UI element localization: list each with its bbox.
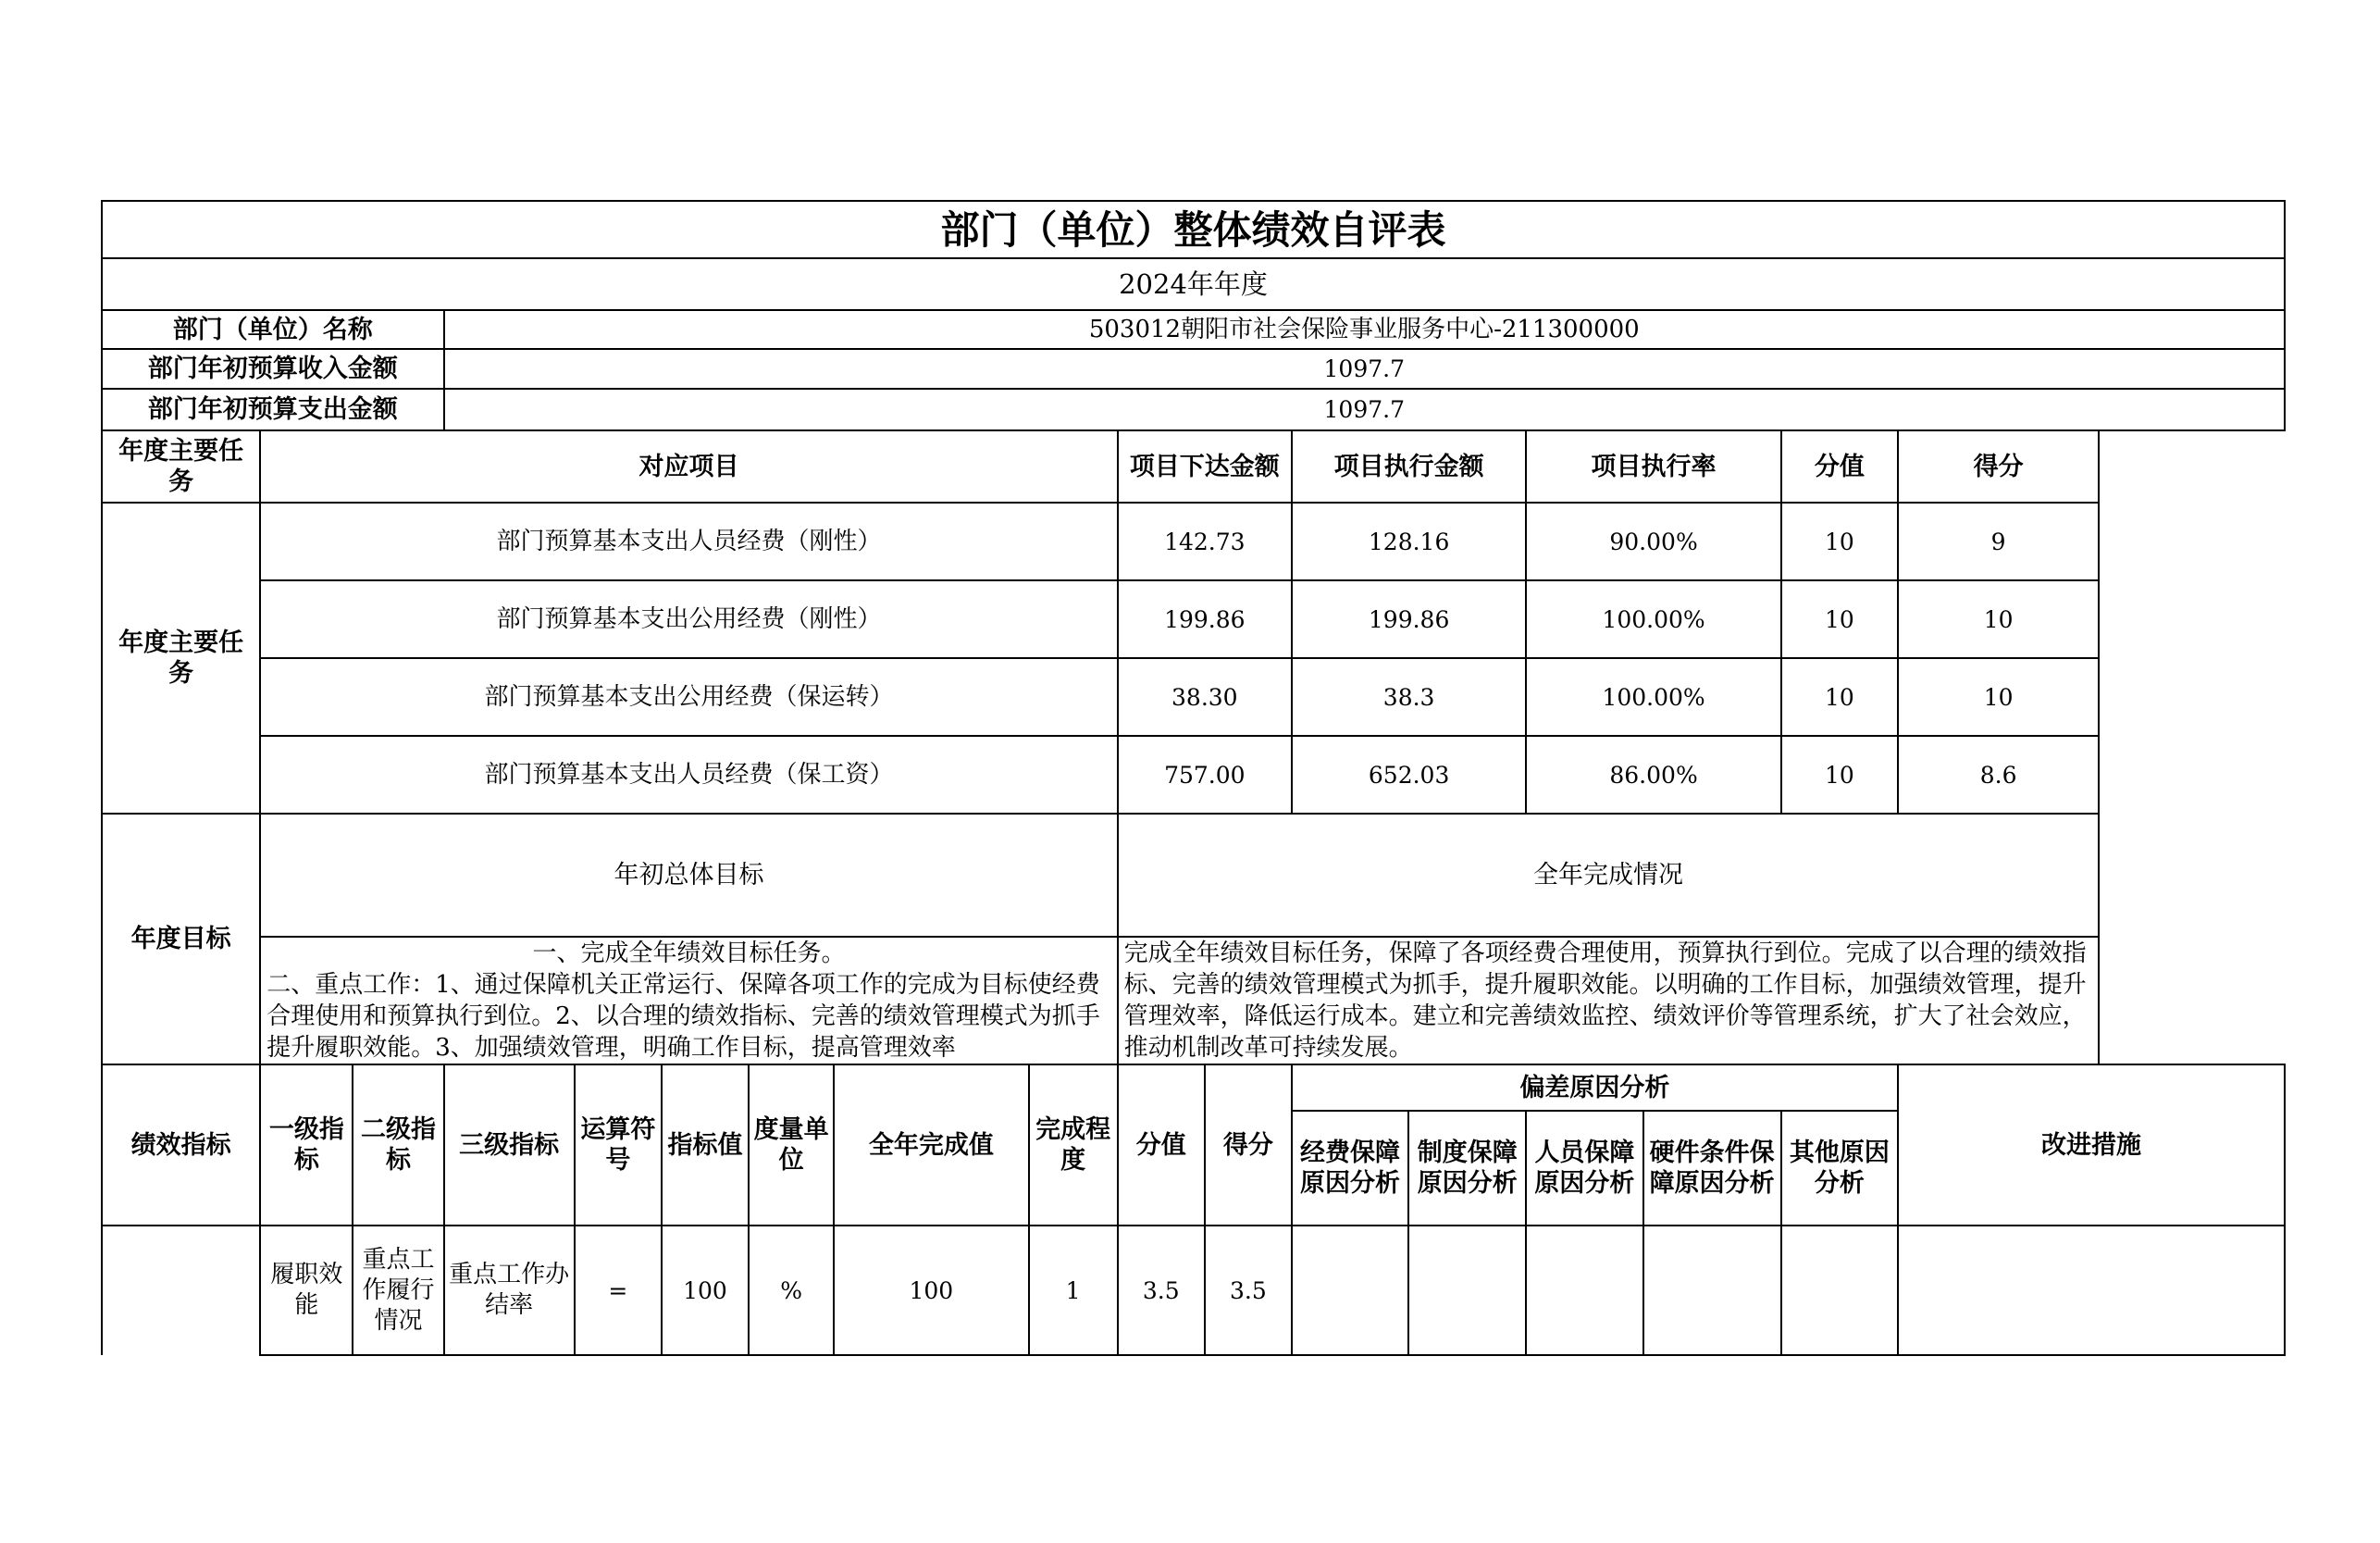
- task-score: 9: [1898, 503, 2099, 580]
- task-rate: 90.00%: [1526, 503, 1780, 580]
- hardware-cell: [1643, 1226, 1781, 1355]
- funding-header: 经费保障原因分析: [1292, 1111, 1408, 1226]
- initial-goal-text: [260, 937, 1117, 1064]
- indicator-operator: =: [575, 1226, 662, 1355]
- year-label: 2024年年度: [102, 258, 2285, 310]
- personnel-header: 人员保障原因分析: [1526, 1111, 1642, 1226]
- task-score-value: 10: [1781, 580, 1898, 658]
- target-header: 指标值: [662, 1064, 749, 1226]
- executed-header: 项目执行金额: [1292, 430, 1526, 503]
- income-value: 1097.7: [444, 349, 2285, 389]
- deviation-header: 偏差原因分析: [1292, 1064, 1898, 1111]
- page-title: 部门（单位）整体绩效自评表: [102, 201, 2285, 258]
- system-cell: [1408, 1226, 1526, 1355]
- level3-header: 三级指标: [444, 1064, 575, 1226]
- other-cell: [1781, 1226, 1898, 1355]
- indicator-level3: 重点工作办结率: [444, 1226, 575, 1355]
- task-rate: 86.00%: [1526, 736, 1780, 814]
- indicator-target: 100: [662, 1226, 749, 1355]
- expense-value: 1097.7: [444, 389, 2285, 430]
- unit-name-label: 部门（单位）名称: [102, 310, 444, 349]
- task-score-value: 10: [1781, 658, 1898, 736]
- indicator-score-header: 得分: [1205, 1064, 1292, 1226]
- task-row: [102, 658, 2285, 736]
- completion-text: 完成全年绩效目标任务，保障了各项经费合理使用，预算执行到位。完成了以合理的绩效指标、完善的绩效管理模式为抓手，提升履职效能。以明确的工作目标，加强绩效管理，提升管理效率，降低运行成本。建立和完善绩效监控、绩效评价等管理系统，扩大了社会效应，推动机制改革可持续发展。: [1118, 937, 2100, 1064]
- task-score: 8.6: [1898, 736, 2099, 814]
- task-score-value: 10: [1781, 503, 1898, 580]
- task-score-value: 10: [1781, 736, 1898, 814]
- task-row: [102, 503, 2285, 580]
- task-score: 10: [1898, 580, 2099, 658]
- indicator-unit: %: [749, 1226, 834, 1355]
- task-rate: 100.00%: [1526, 658, 1780, 736]
- task-header: 年度主要任务: [102, 430, 260, 503]
- completion-header: 全年完成情况: [1118, 814, 2100, 937]
- task-item: 部门预算基本支出公用经费（保运转）: [260, 658, 1117, 736]
- improve-header: 改进措施: [1898, 1064, 2285, 1226]
- task-row: [102, 580, 2285, 658]
- actual-header: 全年完成值: [834, 1064, 1028, 1226]
- operator-header: 运算符号: [575, 1064, 662, 1226]
- task-score: 10: [1898, 658, 2099, 736]
- issued-header: 项目下达金额: [1118, 430, 1292, 503]
- expense-label: 部门年初预算支出金额: [102, 389, 444, 430]
- indicator-group-cell: [102, 1226, 260, 1355]
- task-executed: 38.3: [1292, 658, 1526, 736]
- task-executed: 128.16: [1292, 503, 1526, 580]
- task-row-label: 年度主要任务: [102, 503, 260, 814]
- other-header: 其他原因分析: [1781, 1111, 1898, 1226]
- task-issued: 142.73: [1118, 503, 1292, 580]
- indicator-score: 3.5: [1205, 1226, 1292, 1355]
- item-header: 对应项目: [260, 430, 1117, 503]
- score-value-header: 分值: [1781, 430, 1898, 503]
- goals-label: 年度目标: [102, 814, 260, 1064]
- task-issued: 199.86: [1118, 580, 1292, 658]
- evaluation-table: [101, 200, 2286, 1356]
- task-row: [102, 736, 2285, 814]
- personnel-cell: [1526, 1226, 1642, 1355]
- indicator-level2: 重点工作履行情况: [353, 1226, 443, 1355]
- indicator-actual: 100: [834, 1226, 1028, 1355]
- evaluation-sheet: [101, 200, 2286, 1343]
- indicator-row: [102, 1226, 2285, 1355]
- level2-header: 二级指标: [353, 1064, 443, 1226]
- task-item: 部门预算基本支出人员经费（刚性）: [260, 503, 1117, 580]
- income-label: 部门年初预算收入金额: [102, 349, 444, 389]
- task-rate: 100.00%: [1526, 580, 1780, 658]
- indicator-score-value: 3.5: [1118, 1226, 1205, 1355]
- unit-header: 度量单位: [749, 1064, 834, 1226]
- degree-header: 完成程度: [1029, 1064, 1118, 1226]
- task-issued: 757.00: [1118, 736, 1292, 814]
- task-executed: 199.86: [1292, 580, 1526, 658]
- score-header: 得分: [1898, 430, 2099, 503]
- indicator-score-value-header: 分值: [1118, 1064, 1205, 1226]
- indicator-header: 绩效指标: [102, 1064, 260, 1226]
- initial-goal-header: 年初总体目标: [260, 814, 1117, 937]
- hardware-header: 硬件条件保障原因分析: [1643, 1111, 1781, 1226]
- task-item: 部门预算基本支出公用经费（刚性）: [260, 580, 1117, 658]
- task-item: 部门预算基本支出人员经费（保工资）: [260, 736, 1117, 814]
- rate-header: 项目执行率: [1526, 430, 1780, 503]
- funding-cell: [1292, 1226, 1408, 1355]
- initial-goal-line1: 一、完成全年绩效目标任务。: [532, 939, 846, 967]
- level1-header: 一级指标: [260, 1064, 353, 1226]
- indicator-level1: 履职效能: [260, 1226, 353, 1355]
- indicator-degree: 1: [1029, 1226, 1118, 1355]
- unit-name-value: 503012朝阳市社会保险事业服务中心-211300000: [444, 310, 2285, 349]
- task-issued: 38.30: [1118, 658, 1292, 736]
- task-executed: 652.03: [1292, 736, 1526, 814]
- system-header: 制度保障原因分析: [1408, 1111, 1526, 1226]
- improve-cell: [1898, 1226, 2285, 1355]
- initial-goal-rest: 二、重点工作：1、通过保障机关正常运行、保障各项工作的完成为目标使经费合理使用和预算执行到位。2、以合理的绩效指标、完善的绩效管理模式为抓手提升履职效能。3、加强绩效管理，明确工作目标，提高管理效率: [267, 971, 1100, 1062]
